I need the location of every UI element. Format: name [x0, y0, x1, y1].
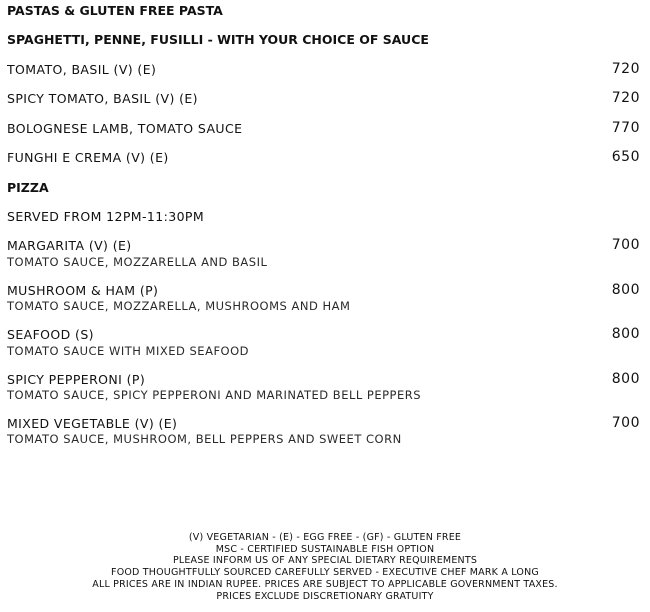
menu-item-price: 700: [611, 237, 640, 253]
footer-line: (V) VEGETARIAN - (E) - EGG FREE - (GF) - GLUTEN FREE: [188, 532, 462, 543]
menu-item-name: SEAFOOD (S): [7, 327, 94, 342]
menu-item-name: FUNGHI E CREMA (V) (E): [7, 150, 169, 165]
menu-item-description: TOMATO SAUCE, SPICY PEPPERONI AND MARINATED BELL PEPPERS: [7, 388, 422, 402]
menu-item-price: 720: [611, 61, 640, 77]
menu-item-name: MIXED VEGETABLE (V) (E): [7, 416, 178, 431]
menu-item-price: 800: [611, 371, 640, 387]
menu-item-name: BOLOGNESE LAMB, TOMATO SAUCE: [7, 121, 243, 136]
menu-item-description: TOMATO SAUCE, MOZZARELLA, MUSHROOMS AND HAM: [7, 299, 351, 313]
menu-item-name: TOMATO, BASIL (V) (E): [7, 62, 157, 77]
menu-item-price: 720: [611, 90, 640, 106]
footer-line: PLEASE INFORM US OF ANY SPECIAL DIETARY REQUIREMENTS: [172, 555, 478, 567]
section-title-pastas: PASTAS & GLUTEN FREE PASTA: [7, 3, 223, 18]
menu-item-name: MARGARITA (V) (E): [7, 238, 132, 253]
menu-footer-notes: [0, 532, 650, 602]
section-title-pizza: PIZZA: [7, 180, 49, 195]
menu-item-description: TOMATO SAUCE, MUSHROOM, BELL PEPPERS AND SWEET CORN: [7, 432, 402, 446]
section-subtitle-pastas: SPAGHETTI, PENNE, FUSILLI - WITH YOUR CHOICE OF SAUCE: [7, 32, 429, 47]
menu-item-price: 800: [611, 282, 640, 298]
menu-item-price: 700: [611, 415, 640, 431]
pizza-served-hours: SERVED FROM 12PM-11:30PM: [7, 209, 205, 224]
menu-item-name: SPICY TOMATO, BASIL (V) (E): [7, 91, 198, 106]
menu-item-price: 800: [611, 326, 640, 342]
footer-line: ALL PRICES ARE IN INDIAN RUPEE. PRICES ARE SUBJECT TO APPLICABLE GOVERNMENT TAXES.: [92, 578, 558, 590]
menu-item-description: TOMATO SAUCE WITH MIXED SEAFOOD: [7, 344, 250, 358]
menu-item-price: 650: [611, 149, 640, 165]
menu-item-price: 770: [611, 120, 640, 136]
menu-item-name: SPICY PEPPERONI (P): [7, 372, 146, 387]
footer-line: PRICES EXCLUDE DISCRETIONARY GRATUITY: [216, 590, 434, 602]
footer-line: MSC - CERTIFIED SUSTAINABLE FISH OPTION: [215, 543, 435, 555]
menu-item-name: MUSHROOM & HAM (P): [7, 283, 159, 298]
footer-line: FOOD THOUGHTFULLY SOURCED CAREFULLY SERVED - EXECUTIVE CHEF MARK A LONG: [111, 567, 539, 579]
menu-item-description: TOMATO SAUCE, MOZZARELLA AND BASIL: [7, 255, 268, 269]
